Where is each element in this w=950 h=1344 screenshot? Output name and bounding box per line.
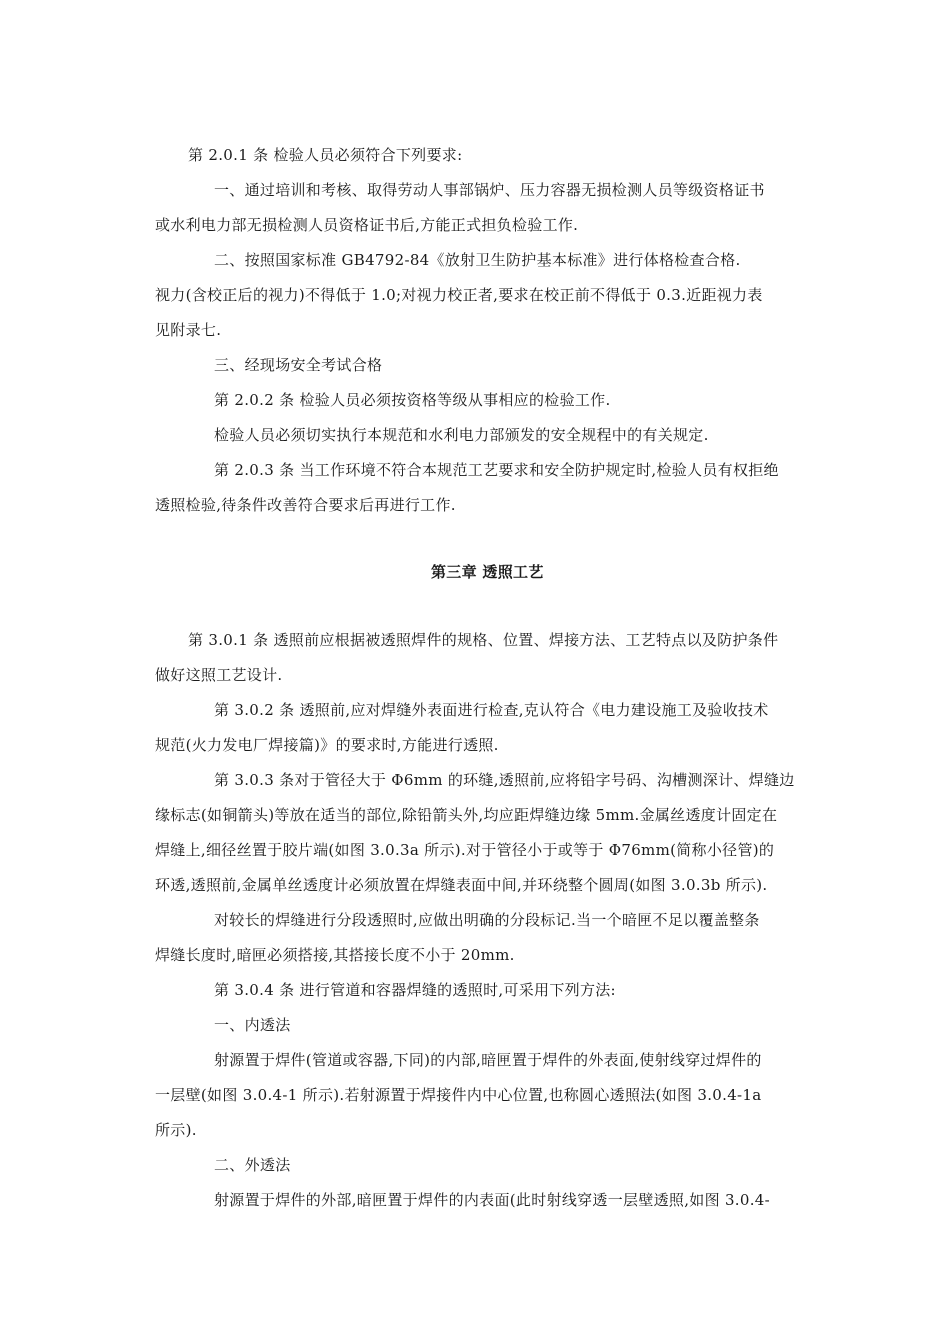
method-2-title: 二、外透法 xyxy=(214,1156,291,1174)
method-1-line-3: 所示). xyxy=(155,1121,197,1139)
chapter-title: 第三章 透照工艺 xyxy=(431,563,544,581)
method-1-line-1: 射源置于焊件(管道或容器,下同)的内部,暗匣置于焊件的外表面,使射线穿过焊件的 xyxy=(214,1051,762,1069)
item-3: 三、经现场安全考试合格 xyxy=(214,356,383,374)
article-3-0-2-line-2: 规范(火力发电厂焊接篇)》的要求时,方能进行透照. xyxy=(155,736,499,754)
article-2-0-3-line-2: 透照检验,待条件改善符合要求后再进行工作. xyxy=(155,496,456,514)
article-2-0-2: 第 2.0.2 条 检验人员必须按资格等级从事相应的检验工作. xyxy=(214,391,611,409)
article-3-0-3-line-3: 焊缝上,细径丝置于胶片端(如图 3.0.3a 所示).对于管径小于或等于 Φ76mm(简称小径管)的 xyxy=(155,841,775,859)
article-2-0-3-line-1: 第 2.0.3 条 当工作环境不符合本规范工艺要求和安全防护规定时,检验人员有权拒绝 xyxy=(214,461,779,479)
article-3-0-3-line-4: 环透,透照前,金属单丝透度计必须放置在焊缝表面中间,并环绕整个圆周(如图 3.0.3b 所示). xyxy=(155,876,768,894)
method-1-title: 一、内透法 xyxy=(214,1016,291,1034)
article-3-0-3-line-2: 缘标志(如铜箭头)等放在适当的部位,除铅箭头外,均应距焊缝边缘 5mm.金属丝透度计固定在 xyxy=(155,806,778,824)
article-3-0-3-paragraph-2-line-1: 对较长的焊缝进行分段透照时,应做出明确的分段标记.当一个暗匣不足以覆盖整条 xyxy=(214,911,760,929)
article-3-0-3-line-1: 第 3.0.3 条对于管径大于 Φ6mm 的环缝,透照前,应将铅字号码、沟槽测深计、焊缝边 xyxy=(214,771,795,789)
method-2-line-1: 射源置于焊件的外部,暗匣置于焊件的内表面(此时射线穿透一层壁透照,如图 3.0.4- xyxy=(214,1191,770,1209)
article-3-0-4: 第 3.0.4 条 进行管道和容器焊缝的透照时,可采用下列方法: xyxy=(214,981,616,999)
item-1-line-1: 一、通过培训和考核、取得劳动人事部锅炉、压力容器无损检测人员等级资格证书 xyxy=(214,181,765,199)
item-2-line-2: 视力(含校正后的视力)不得低于 1.0;对视力校正者,要求在校正前不得低于 0.3.近距视力表 xyxy=(155,286,763,304)
item-1-line-2: 或水利电力部无损检测人员资格证书后,方能正式担负检验工作. xyxy=(155,216,579,234)
article-2-0-2-paragraph-2: 检验人员必须切实执行本规范和水利电力部颁发的安全规程中的有关规定. xyxy=(214,426,709,444)
item-2-line-1: 二、按照国家标准 GB4792-84《放射卫生防护基本标准》进行体格检查合格. xyxy=(214,251,741,269)
article-3-0-1-line-2: 做好这照工艺设计. xyxy=(155,666,283,684)
method-1-line-2: 一层壁(如图 3.0.4-1 所示).若射源置于焊接件内中心位置,也称圆心透照法(如图 3.0.4-1a xyxy=(155,1086,762,1104)
article-2-0-1: 第 2.0.1 条 检验人员必须符合下列要求: xyxy=(188,146,463,164)
article-3-0-1-line-1: 第 3.0.1 条 透照前应根据被透照焊件的规格、位置、焊接方法、工艺特点以及防护条件 xyxy=(188,631,779,649)
article-3-0-3-paragraph-2-line-2: 焊缝长度时,暗匣必须搭接,其搭接长度不小于 20mm. xyxy=(155,946,515,964)
article-3-0-2-line-1: 第 3.0.2 条 透照前,应对焊缝外表面进行检查,克认符合《电力建设施工及验收技术 xyxy=(214,701,769,719)
item-2-line-3: 见附录七. xyxy=(155,321,222,339)
